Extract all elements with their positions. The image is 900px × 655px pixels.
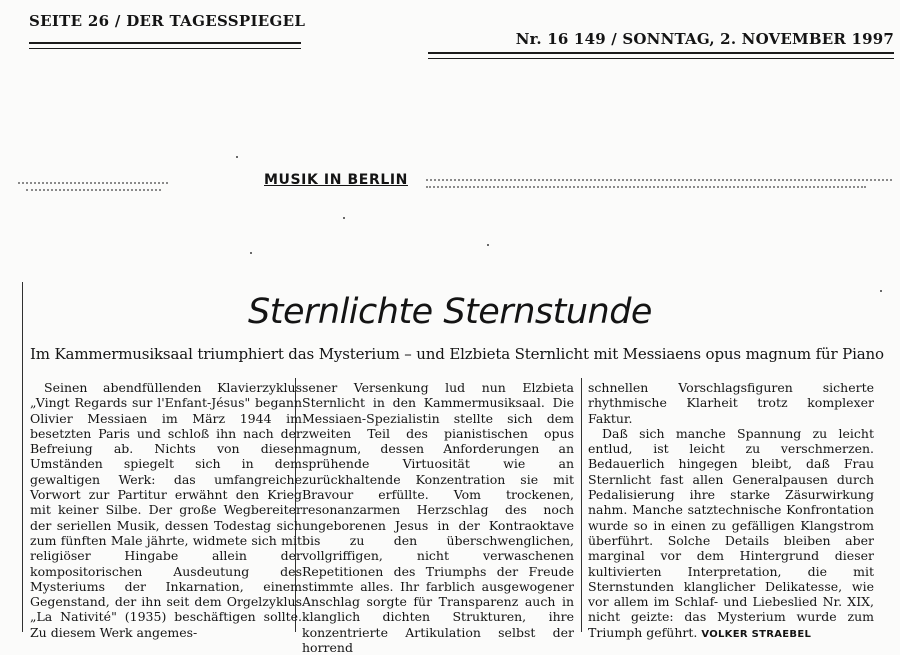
column-divider: [581, 378, 582, 632]
article-headline: Sternlichte Sternstunde: [248, 292, 652, 332]
article-left-border: [22, 282, 23, 632]
scan-smudge: [426, 186, 866, 188]
header-rule-right-thin: [428, 58, 894, 59]
scan-speck: [487, 244, 489, 246]
header-rule-left-thin: [29, 48, 301, 49]
scan-speck: [343, 217, 345, 219]
article-column-1: [30, 380, 302, 640]
scan-smudge: [426, 179, 892, 181]
page-header-left: SEITE 26 / DER TAGESSPIEGEL: [29, 12, 306, 30]
scan-smudge: [26, 189, 161, 191]
scan-smudge: [18, 182, 168, 184]
section-label: MUSIK IN BERLIN: [264, 172, 408, 188]
paragraph: Seinen abendfüllenden Klavierzyklus „Vingt Regards sur l'Enfant-Jésus" begann Olivier Messiaen im März 1944 im besetzten Paris und schloß ihn nach der Befreiung ab. Nichts von diesen Umständen spiegelt sich in dem gewaltigen Werk: das umfangreiche Vorwort zur Partitur erwähnt den Krieg mit keiner Silbe. Der große Wegbereiter der seriellen Musik, dessen Todestag sich zum fünften Male jährte, widmete sich mit religiöser Hingabe allein der kompositorischen Ausdeutung des Mysteriums der Inkarnation, einem Gegenstand, der ihn seit dem Orgelzyklus „La Nativité" (1935) beschäftigen sollte. Zu diesem Werk angemes-: [30, 380, 302, 640]
article-column-3: [588, 380, 874, 642]
paragraph-text: Daß sich manche Spannung zu leicht entlud, ist leicht zu verschmerzen. Bedauerlich hingegen bleibt, daß Frau Sternlicht fast allen Generalpausen durch Pedalisierung ihre starke Zäsurwirkung nahm. Manche satztechnische Konfrontation wurde so in einen zu gefälligen Klangstrom überführt. Solche Details bleiben aber marginal vor dem Hintergrund dieser kultivierten Interpretation, die mit Sternstunden klanglicher Delikatesse, wie vor allem im Schlaf- und Liebeslied Nr. XIX, nicht geizte: das Mysterium wurde zum Triumph geführt.: [588, 425, 874, 640]
author-byline: VOLKER STRAEBEL: [701, 628, 812, 640]
article-subheadline: Im Kammermusiksaal triumphiert das Mysterium – und Elzbieta Sternlicht mit Messiaens opus magnum für Piano: [30, 345, 884, 363]
header-rule-left: [29, 42, 301, 44]
header-rule-right: [428, 52, 894, 54]
paragraph: sener Versenkung lud nun Elzbieta Sternlicht in den Kammermusiksaal. Die Messiaen-Spezialistin stellte sich dem zweiten Teil des pianistischen opus magnum, dessen Anforderungen an sprühende Virtuosität wie an zurückhaltende Konzentration sie mit Bravour erfüllte. Vom trockenen, resonanzarmen Herzschlag des noch ungeborenen Jesus in der Kontraoktave bis zu den überschwenglichen, vollgriffigen, nicht verwaschenen Repetitionen des Triumphs der Freude stimmte alles. Ihr farblich ausgewogener Anschlag sorgte für Transparenz auch in klanglich dichten Strukturen, ihre konzentrierte Artikulation selbst der horrend: [302, 380, 574, 655]
page-header-right: Nr. 16 149 / SONNTAG, 2. NOVEMBER 1997: [515, 30, 894, 48]
scan-speck: [236, 156, 238, 158]
scan-speck: [250, 252, 252, 254]
paragraph: schnellen Vorschlagsfiguren sicherte rhythmische Klarheit trotz komplexer Faktur.: [588, 380, 874, 426]
article-column-2: [302, 380, 574, 655]
paragraph: [588, 426, 874, 642]
